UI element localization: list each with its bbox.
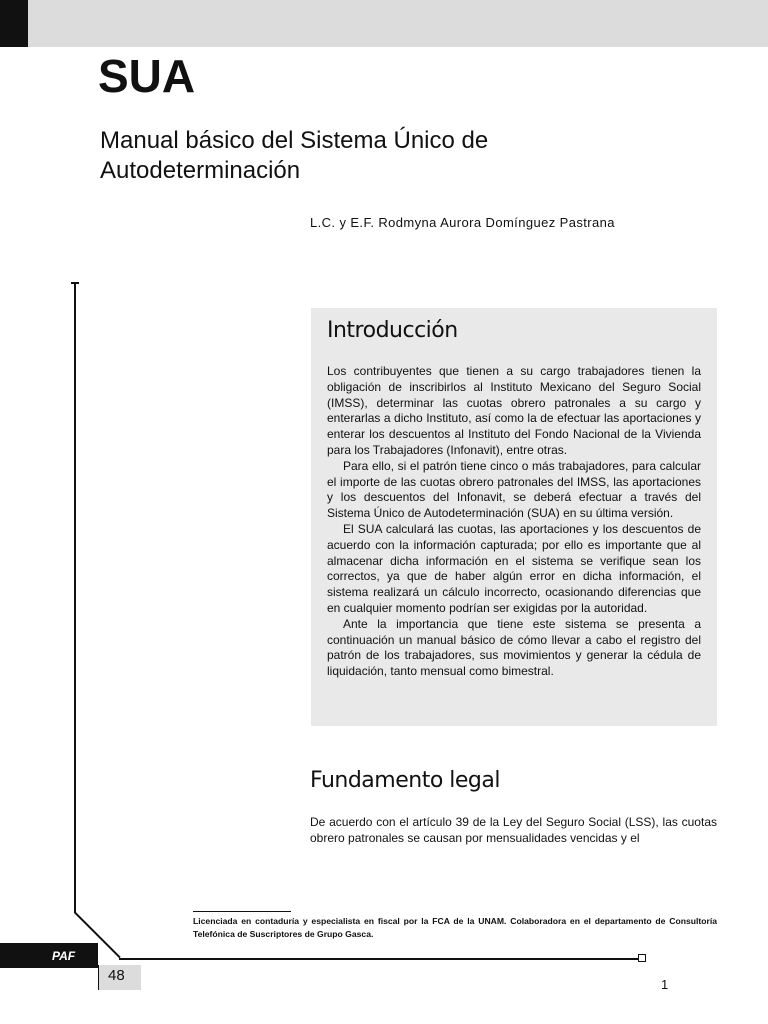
intro-heading: Introducción — [327, 318, 458, 343]
margin-line-vertical — [74, 283, 76, 913]
legal-heading: Fundamento legal — [310, 768, 500, 793]
intro-paragraph: Para ello, si el patrón tiene cinco o más trabajadores, para calcular el importe de las cuotas obrero patronales del IMSS, las aportaciones y los descuentos del Infonavit, se deberá efectuar a través del Sistema Único de Autodeterminación (SUA) en su última versión. — [327, 458, 701, 521]
top-header-bar — [28, 0, 768, 47]
author-line: L.C. y E.F. Rodmyna Aurora Domínguez Pastrana — [310, 215, 615, 230]
logo-block — [0, 943, 98, 968]
page-number: 48 — [108, 967, 125, 984]
footnote: Licenciada en contaduría y especialista en fiscal por la FCA de la UNAM. Colaboradora en el departamento de Consultoría Telefónica de Suscriptores de Grupo Gasca. — [193, 916, 717, 939]
margin-line-horizontal — [119, 958, 639, 960]
top-corner-block — [0, 0, 28, 47]
intro-paragraph: El SUA calculará las cuotas, las aportaciones y los descuentos de acuerdo con la información capturada; por ello es importante que al almacenar dicha información en el sistema se verifique sean los correctos, ya que de haber algún error en dicha información, el sistema realizará un cálculo incorrecto, ocasionando diferencias que en cualquier momento podrían ser exigidas por la autoridad. — [327, 521, 701, 615]
footnote-rule — [193, 911, 291, 912]
sheet-number: 1 — [661, 977, 669, 992]
intro-paragraph: Ante la importancia que tiene este sistema se presenta a continuación un manual básico de cómo llevar a cabo el registro del patrón de los trabajadores, sus movimientos y generar la cédula de liquidación, tanto mensual como bimestral. — [327, 616, 701, 679]
document-subtitle: Manual básico del Sistema Único de Autodeterminación — [100, 127, 489, 184]
margin-line-end-marker — [638, 954, 646, 962]
legal-body: De acuerdo con el artículo 39 de la Ley del Seguro Social (LSS), las cuotas obrero patronales se causan por mensualidades vencidas y el — [310, 815, 717, 845]
intro-body — [327, 364, 701, 680]
document-title: SUA — [98, 50, 196, 102]
intro-paragraph: Los contribuyentes que tienen a su cargo trabajadores tienen la obligación de inscribirlos al Instituto Mexicano del Seguro Social (IMSS), determinar las cuotas obrero patronales a su cargo y enterarlas a dicho Instituto, así como la de efectuar las aportaciones y enterar los descuentos al Instituto del Fondo Nacional de la Vivienda para los Trabajadores (Infonavit), entre otras. — [327, 364, 701, 457]
logo: PAF — [52, 949, 76, 963]
